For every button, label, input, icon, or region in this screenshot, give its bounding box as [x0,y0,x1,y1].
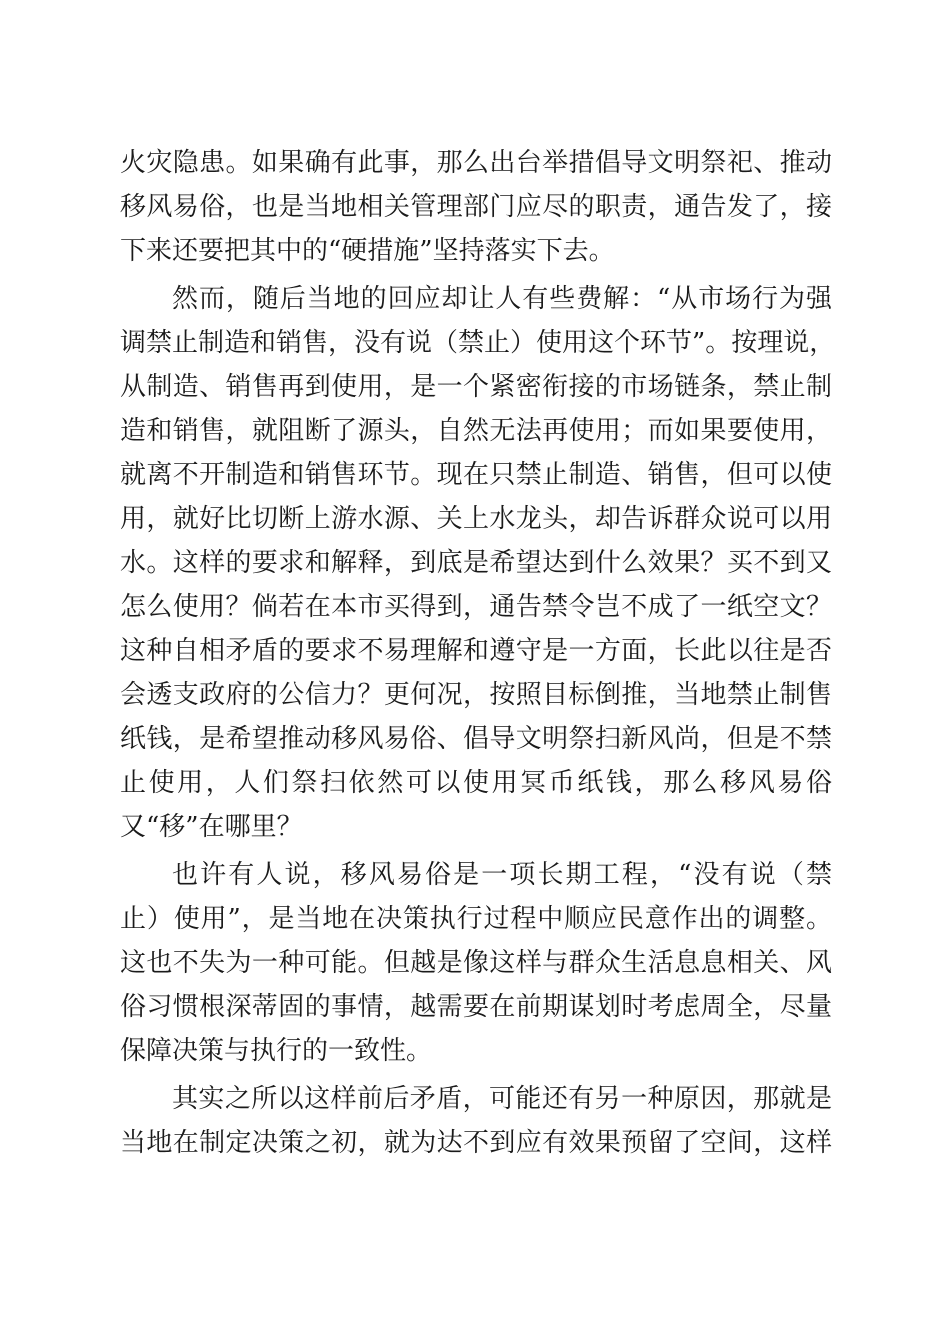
paragraph-start-line: 其实之所以这样前后矛盾，可能还有另一种原因，那就是 [172,1084,832,1114]
text-line: 这也不失为一种可能。但越是像这样与群众生活息息相关、风 [120,948,832,978]
text-line: 下来还要把其中的“硬措施”坚持落实下去。 [120,236,615,266]
text-line: 这种自相矛盾的要求不易理解和遵守是一方面，长此以往是否 [120,636,832,666]
text-line: 会透支政府的公信力？更何况，按照目标倒推，当地禁止制售 [120,680,832,710]
text-line: 保障决策与执行的一致性。 [120,1036,433,1066]
text-line: 就离不开制造和销售环节。现在只禁止制造、销售，但可以使 [120,460,832,490]
text-line: 造和销售，就阻断了源头，自然无法再使用；而如果要使用， [120,416,832,446]
text-line: 调禁止制造和销售，没有说（禁止）使用这个环节”。按理说， [120,328,836,358]
text-line: 止使用，人们祭扫依然可以使用冥币纸钱，那么移风易俗 [120,768,832,798]
text-line: 止）使用”，是当地在决策执行过程中顺应民意作出的调整。 [120,904,832,934]
text-line: 火灾隐患。如果确有此事，那么出台举措倡导文明祭祀、推动 [120,148,832,178]
paragraph-start-line: 然而，随后当地的回应却让人有些费解：“从市场行为强 [172,284,832,314]
text-line: 纸钱，是希望推动移风易俗、倡导文明祭扫新风尚，但是不禁 [120,724,832,754]
paragraph-start-line: 也许有人说，移风易俗是一项长期工程，“没有说（禁 [172,860,832,890]
text-line: 从制造、销售再到使用，是一个紧密衔接的市场链条，禁止制 [120,372,832,402]
text-line: 用，就好比切断上游水源、关上水龙头，却告诉群众说可以用 [120,504,832,534]
text-line: 俗习惯根深蒂固的事情，越需要在前期谋划时考虑周全，尽量 [120,992,832,1022]
text-line: 移风易俗，也是当地相关管理部门应尽的职责，通告发了，接 [120,192,832,222]
text-line: 又“移”在哪里？ [120,812,303,842]
text-line: 水。这样的要求和解释，到底是希望达到什么效果？买不到又 [120,548,832,578]
text-line: 当地在制定决策之初，就为达不到应有效果预留了空间，这样 [120,1128,832,1158]
text-line: 怎么使用？倘若在本市买得到，通告禁令岂不成了一纸空文？ [120,592,832,622]
